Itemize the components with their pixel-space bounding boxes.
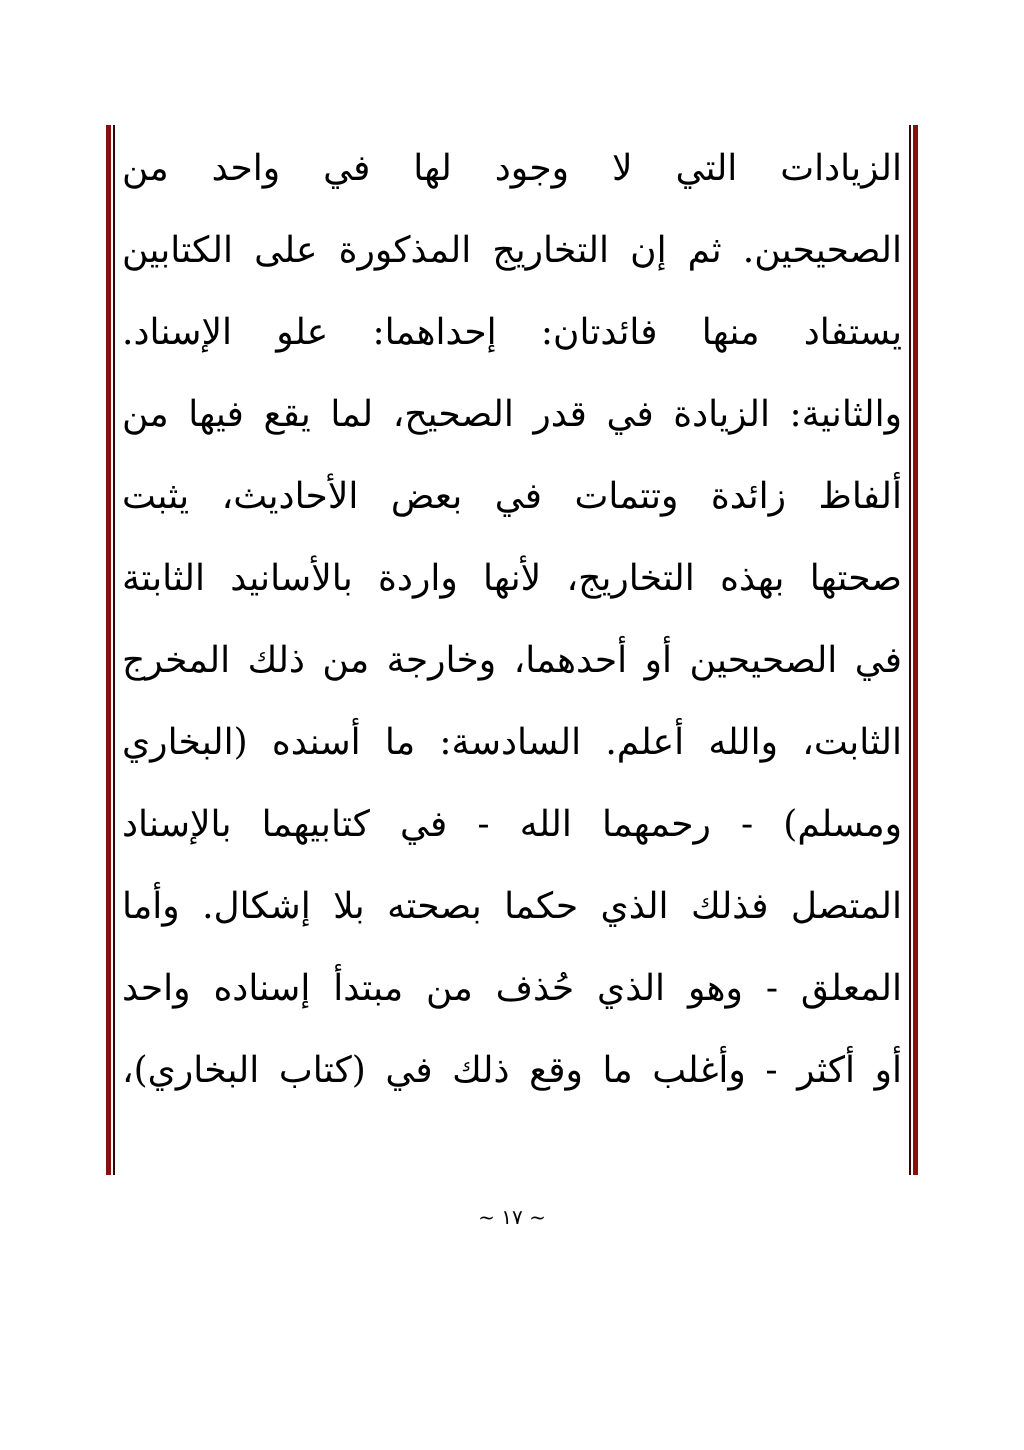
text-line-2: الصحيحين. ثم إن التخاريج المذكورة على الكتابين (122, 230, 902, 271)
text-line-7: في الصحيحين أو أحدهما، وخارجة من ذلك المخرج (122, 640, 902, 681)
frame-rule-left-outer (106, 125, 111, 1175)
frame-rule-left-inner (113, 125, 115, 1175)
frame-rule-right-inner (909, 125, 911, 1175)
text-line-3: يستفاد منها فائدتان: إحداهما: علو الإسناد. (122, 312, 902, 353)
text-line-1: الزيادات التي لا وجود لها في واحد من (122, 148, 902, 189)
page-number: ~ ١٧ ~ (478, 1205, 546, 1229)
text-line-11: المعلق - وهو الذي حُذف من مبتدأ إسناده واحد (122, 968, 902, 1009)
text-line-6: صحتها بهذه التخاريج، لأنها واردة بالأسانيد الثابتة (122, 558, 902, 599)
frame-rule-right-outer (913, 125, 918, 1175)
text-line-8: الثابت، والله أعلم. السادسة: ما أسنده (البخاري (122, 722, 902, 763)
body-text (122, 128, 902, 1112)
text-line-4: والثانية: الزيادة في قدر الصحيح، لما يقع فيها من (122, 394, 902, 435)
text-line-12: أو أكثر - وأغلب ما وقع ذلك في (كتاب البخاري)، (122, 1050, 902, 1091)
text-line-10: المتصل فذلك الذي حكما بصحته بلا إشكال. وأما (122, 886, 902, 927)
text-line-9: ومسلم) - رحمهما الله - في كتابيهما بالإسناد (122, 804, 902, 845)
text-line-5: ألفاظ زائدة وتتمات في بعض الأحاديث، يثبت (122, 476, 902, 517)
